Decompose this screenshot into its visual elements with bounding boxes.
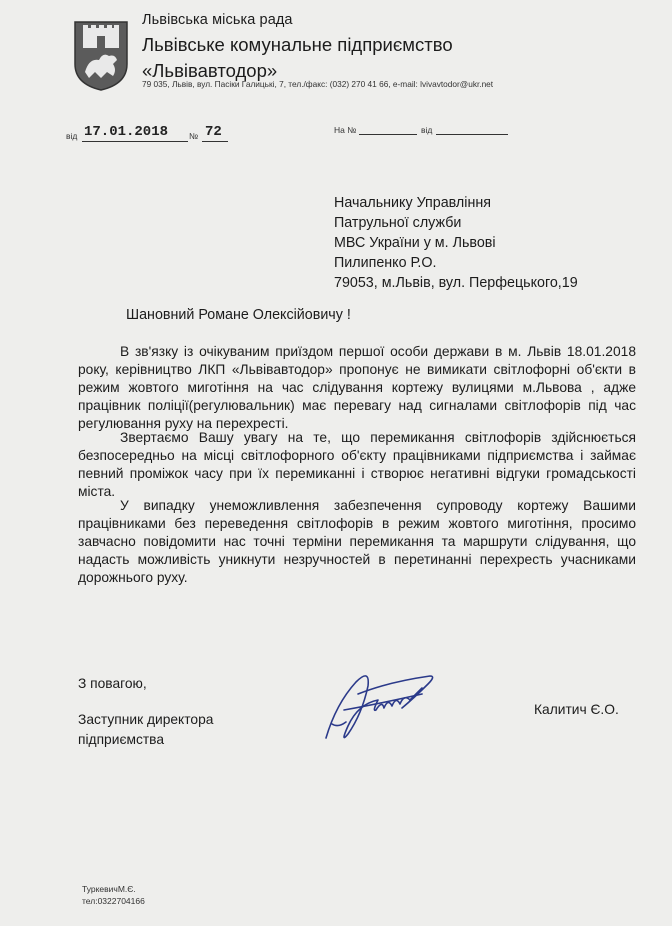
number-underline xyxy=(202,141,228,142)
reply-number-line xyxy=(359,134,417,135)
recipient-line: Патрульної служби xyxy=(334,215,462,231)
date-label: від xyxy=(66,131,78,141)
reply-date-line xyxy=(436,134,508,135)
body-paragraph-3: У випадку унеможливлення забезпечення супроводу кортежу Вашими працівниками без переведення світлофорів в режим жовтого миготіння, просимо завчасно повідомити нас точні терміни перемикання та маршрути слідування, що надасть можливість уникнути незручностей в перетинанні перехресть учасниками дорожнього руху. xyxy=(78,498,636,585)
letter-date: 17.01.2018 xyxy=(84,124,169,140)
date-underline xyxy=(82,141,188,142)
recipient-line: МВС України у м. Львові xyxy=(334,235,496,251)
council-name: Львівська міська рада xyxy=(142,12,293,28)
number-label: № xyxy=(189,131,199,141)
reply-date-label: від xyxy=(421,125,433,135)
salutation: Шановний Романе Олексійовичу ! xyxy=(126,307,351,323)
body-paragraph-2: Звертаємо Вашу увагу на те, що перемикання світлофорів здійснюється безпосередньо на місці світлофорного об'єкту працівниками підприємства і займає певний проміжок часу при їх перемиканні і створює негативні відгуки громадськості міста. xyxy=(78,430,636,499)
recipient-line: Начальнику Управління xyxy=(334,195,491,211)
recipient-line: Пилипенко Р.О. xyxy=(334,255,437,271)
reply-number-label: На № xyxy=(334,125,357,135)
letter-number: 72 xyxy=(205,124,222,140)
executor-block: ТуркевичМ.Є. тел:0322704166 xyxy=(82,884,145,906)
body-paragraph-1: В зв'язку із очікуваним приїздом першої особи держави в м. Львів 18.01.2018 року, керівництво ЛКП «Львівавтодор» пропонує не вимикати світлофорні об'єкти в режим жовтого миготіння на час слідування кортежу вулицями м.Львова , адже працівник поліції(регулювальник) має перевагу над сигналами світлофорів під час регулювання руху на перехресті. xyxy=(78,344,636,431)
signatory-name: Калитич Є.О. xyxy=(534,702,619,717)
company-brand: «Львівавтодор» xyxy=(142,60,278,81)
handwritten-signature xyxy=(318,664,443,749)
recipient-line: 79053, м.Львів, вул. Перфецького,19 xyxy=(334,275,578,291)
regards: З повагою, xyxy=(78,676,147,691)
coat-of-arms-logo xyxy=(73,20,129,92)
company-address: 79 035, Львів, вул. Пасіки Галицькі, 7, тел./факс: (032) 270 41 66, e-mail: lvivavtodor@ukr.net xyxy=(142,79,494,89)
company-name: Львівське комунальне підприємство xyxy=(142,34,453,55)
recipient-block xyxy=(334,193,578,293)
signatory-position: Заступник директора підприємства xyxy=(78,712,214,747)
